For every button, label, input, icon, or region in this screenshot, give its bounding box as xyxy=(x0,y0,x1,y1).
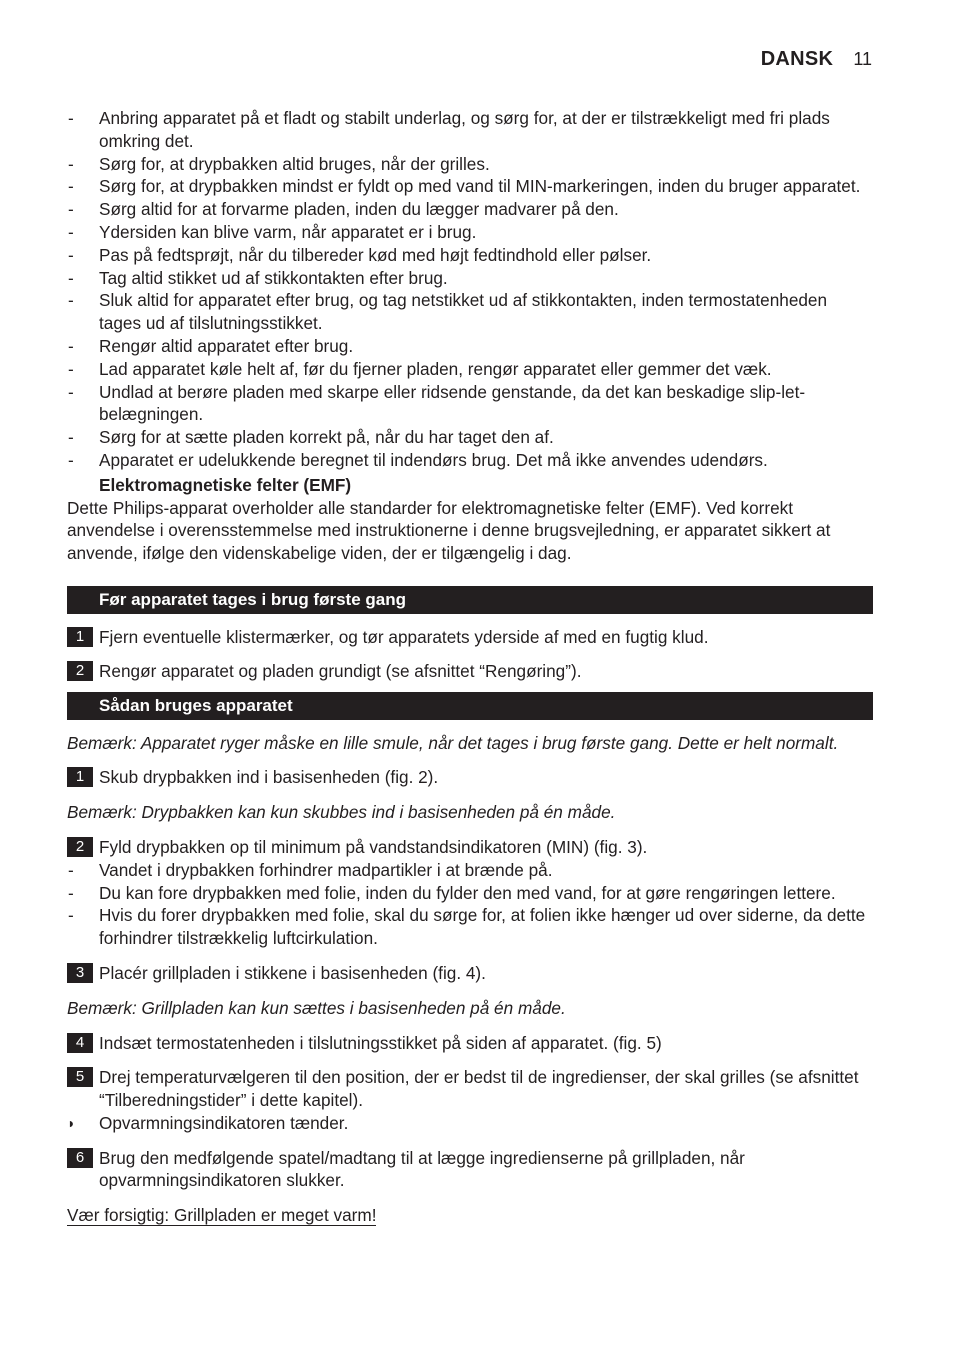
list-item: - Pas på fedtsprøjt, når du tilbereder kød med højt fedtindhold eller pølser. xyxy=(68,244,652,265)
list-item: - Sørg for, at drypbakken mindst er fyldt op med vand til MIN-markeringen, inden du bruger apparatet. xyxy=(68,176,861,197)
result-arrow-icon: ◗ xyxy=(67,1114,76,1131)
list-item: - Apparatet er udelukkende beregnet til indendørs brug. Det må ikke anvendes udendørs. xyxy=(68,449,768,470)
step-2-tips xyxy=(67,859,873,950)
step-5-usage xyxy=(67,1066,873,1112)
section-heading-first-use: Før apparatet tages i brug første gang xyxy=(67,586,873,614)
step-text: Placér grillpladen i stikkene i basisenheden (fig. 4). xyxy=(99,962,486,983)
step-2-usage xyxy=(67,836,873,859)
safety-list xyxy=(67,107,873,472)
list-item: - Hvis du forer drypbakken med folie, skal du sørge for, at folien ikke hænger ud over siderne, da dette forhindrer tilstrækkelig luftcirkulation. xyxy=(68,905,866,949)
step-number: 4 xyxy=(67,1033,93,1053)
section-heading-usage: Sådan bruges apparatet xyxy=(67,692,873,720)
emf-heading: Elektromagnetiske felter (EMF) xyxy=(99,474,352,495)
list-item: - Anbring apparatet på et fladt og stabilt underlag, og sørg for, at der er tilstrækkeligt med fri plads omkring det. xyxy=(68,108,830,151)
list-item: - Sørg altid for at forvarme pladen, inden du lægger madvarer på den. xyxy=(68,199,619,220)
note-intro: Bemærk: Apparatet ryger måske en lille smule, når det tages i brug første gang. Dette er helt normalt. xyxy=(67,732,839,753)
step-text: Indsæt termostatenheden i tilslutningsstikket på siden af apparatet. (fig. 5) xyxy=(99,1032,662,1053)
warning-block xyxy=(67,1204,873,1227)
list-item: - Sørg for at sætte pladen korrekt på, når du har taget den af. xyxy=(68,427,554,448)
note-grill-plate: Bemærk: Grillpladen kan kun sættes i basisenheden på én måde. xyxy=(67,997,566,1018)
language-label: DANSK xyxy=(760,48,834,70)
list-item: - Undlad at berøre pladen med skarpe eller ridsende genstande, da det kan beskadige slip-let-belægningen. xyxy=(68,381,806,425)
step-4-usage xyxy=(67,1032,873,1055)
step-text: Skub drypbakken ind i basisenheden (fig. 2). xyxy=(99,767,439,788)
step-text: Fyld drypbakken op til minimum på vandstandsindikatoren (MIN) (fig. 3). xyxy=(99,836,648,857)
step-number: 2 xyxy=(67,837,93,857)
emf-paragraph: Dette Philips-apparat overholder alle standarder for elektromagnetiske felter (EMF). Ved korrekt anvendelse i overensstemmelse med instruktionerne i denne brugsvejledning, er apparatet sikkert at anvende, ifølge den videnskabelige viden, der er tilgængelig i dag. xyxy=(67,497,831,564)
list-item: - Sluk altid for apparatet efter brug, og tag netstikket ud af stikkontakten, inden termostatenheden tages ud af tilslutningsstikket. xyxy=(68,290,828,334)
list-item: - Du kan fore drypbakken med folie, inden du fylder den med vand, for at gøre rengøringen lettere. xyxy=(68,882,836,903)
result-text: Opvarmningsindikatoren tænder. xyxy=(99,1112,349,1133)
step-1-usage xyxy=(67,766,873,789)
step-6-usage xyxy=(67,1147,873,1193)
list-item: - Ydersiden kan blive varm, når apparatet er i brug. xyxy=(68,221,477,242)
list-item: - Sørg for, at drypbakken altid bruges, når der grilles. xyxy=(68,153,490,174)
list-item: - Lad apparatet køle helt af, før du fjerner pladen, rengør apparatet eller gemmer det væk. xyxy=(68,358,772,379)
step-text: Fjern eventuelle klistermærker, og tør apparatets yderside af med en fugtig klud. xyxy=(99,626,709,647)
step-1-first-use xyxy=(67,626,873,649)
step-number: 1 xyxy=(67,767,93,787)
note-drip-tray: Bemærk: Drypbakken kan kun skubbes ind i basisenheden på én måde. xyxy=(67,802,616,823)
list-item: - Rengør altid apparatet efter brug. xyxy=(68,335,354,356)
step-text: Drej temperaturvælgeren til den position, der er bedst til de ingredienser, der skal grilles (se afsnittet “Tilberedningstider” i dette kapitel). xyxy=(99,1067,859,1111)
list-item: - Vandet i drypbakken forhindrer madpartikler i at brænde på. xyxy=(68,859,553,880)
step-number: 1 xyxy=(67,627,93,647)
page-content xyxy=(67,107,873,1227)
step-3-usage xyxy=(67,962,873,985)
page-header xyxy=(761,48,872,71)
step-text: Brug den medfølgende spatel/madtang til at lægge ingredienserne på grillpladen, når opvarmningsindikatoren slukker. xyxy=(99,1147,745,1191)
step-5-result xyxy=(67,1112,873,1135)
page-number: 11 xyxy=(853,49,872,69)
step-number: 3 xyxy=(67,963,93,983)
step-2-first-use xyxy=(67,660,873,683)
step-number: 6 xyxy=(67,1148,93,1168)
step-number: 5 xyxy=(67,1067,93,1087)
warning-text: Vær forsigtig: Grillpladen er meget varm! xyxy=(67,1205,377,1226)
list-item: - Tag altid stikket ud af stikkontakten efter brug. xyxy=(68,267,448,288)
step-number: 2 xyxy=(67,661,93,681)
step-text: Rengør apparatet og pladen grundigt (se afsnittet “Rengøring”). xyxy=(99,660,582,681)
